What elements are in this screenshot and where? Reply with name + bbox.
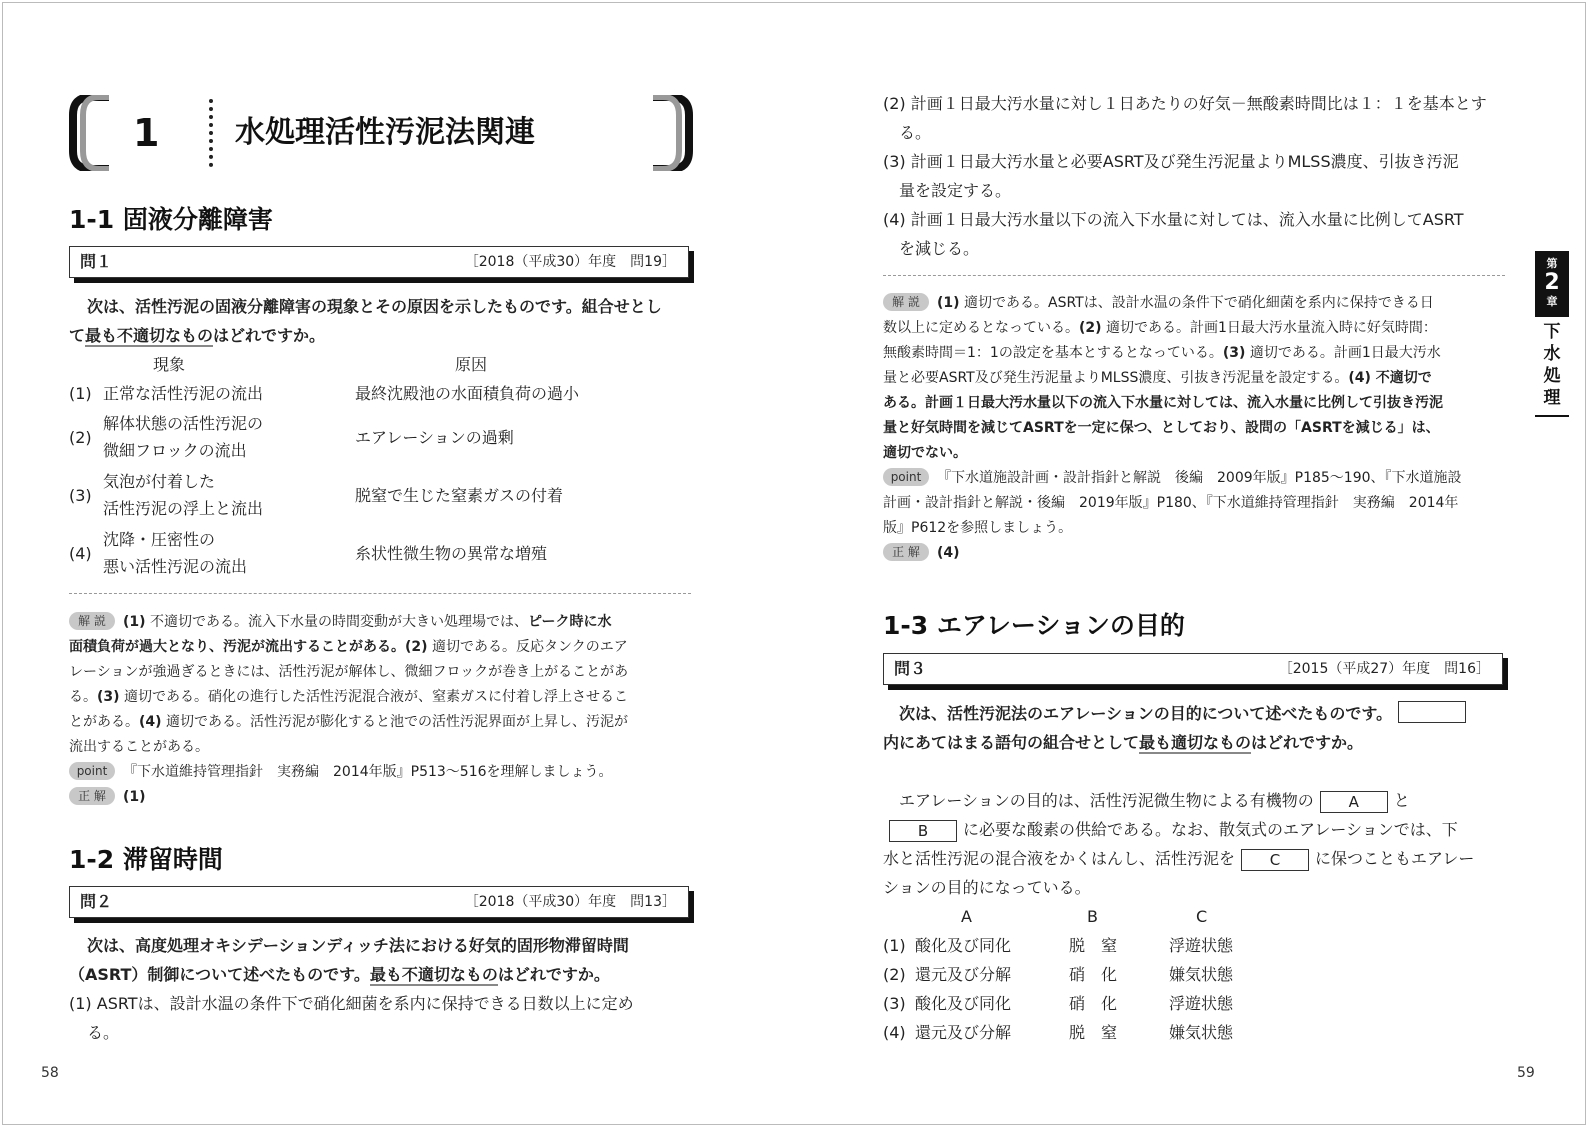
blank-b: B [889,820,957,842]
explanation-line: 適切でない。 [883,445,967,461]
book-spread [2,2,1586,1125]
point-line: point 『下水道施設計画・設計指針と解説 後編 2009年版』P185～190、『下水道施設 [883,466,1462,491]
point-tag: point [69,762,115,780]
option-cause: 脱窒で生じた窒素ガスの付着 [355,486,564,505]
explanation-line: 数以上に定めるとなっている。(2) 適切である。計画1日最大汚水量流入時に好気時間： [883,320,1437,336]
column-header-c: C [1196,907,1208,926]
explanation-line: 面積負荷が過大となり、汚泥が流出することがある。(2) 適切である。反応タンクのエア [69,639,628,655]
option-phenomenon-line2: 微細フロックの流出 [103,441,247,460]
point-line: 計画・設計指針と解説・後編 2019年版』P180、『下水道維持管理指針 実務編 2014年 [883,495,1459,511]
explanation-line: レーションが強過ぎるときには、活性汚泥が解体し、微細フロックが巻き上がることがあ [69,664,629,680]
answer-value: (1) [123,789,146,805]
passage-line: エアレーションの目的は、活性汚泥微生物による有機物の A と [899,791,1410,811]
question-2-option-2-line1: (2) 計画１日最大汚水量に対し１日あたりの好気－無酸素時間比は１：１を基本とす [883,94,1487,113]
option-phenomenon-line1: 気泡が付着した [103,472,216,491]
question-2-option-1-line2: る。 [87,1023,120,1042]
option-c: 浮遊状態 [1169,936,1234,955]
option-phenomenon: 正常な活性汚泥の流出 [103,384,264,403]
emphasis-underline: 最も不適切なもの [369,965,498,984]
option-a: 還元及び分解 [915,965,1012,984]
option-number: (2) [883,965,906,984]
explanation-line: 無酸素時間＝1：1の設定を基本とするとなっている。(3) 適切である。計画1日最大汚水 [883,345,1441,361]
answer-tag: 正 解 [69,787,115,805]
point-line: 版』P612を参照しましょう。 [883,520,1073,536]
option-number: (1) [69,384,92,403]
blank-c: C [1241,849,1309,871]
blank-box [1398,701,1466,723]
option-cause: 糸状性微生物の異常な増殖 [355,544,548,563]
answer-line [883,541,960,566]
option-number: (2) [69,428,92,447]
answer-tag: 正 解 [883,543,929,561]
column-header-phenomenon: 現象 [153,355,186,374]
question-2-option-2-line2: る。 [899,123,932,142]
explanation-tag: 解 説 [883,293,929,311]
option-number: (4) [69,544,92,563]
question-year: ［2018（平成30）年度 問13］ [464,894,676,910]
question-2-option-3-line1: (3) 計画１日最大汚水量と必要ASRT及び発生汚泥量よりMLSS濃度、引抜き汚泥 [883,152,1459,171]
option-c: 浮遊状態 [1169,994,1234,1013]
option-b: 硝 化 [1069,965,1118,984]
column-header-cause: 原因 [455,355,488,374]
explanation-line: 解 説 (1) 適切である。ASRTは、設計水温の条件下で硝化細菌を系内に保持できる日 [883,291,1434,316]
option-a: 酸化及び同化 [915,994,1012,1013]
chapter-divider [209,99,213,167]
option-number: (1) [883,936,906,955]
option-b: 硝 化 [1069,994,1118,1013]
emphasis-underline: 最も不適切なもの [85,326,214,345]
question-2-option-4-line2: を減じる。 [899,239,980,258]
answer-value: (4) [937,545,960,561]
section-heading-1-2: 1-2 滞留時間 [69,845,223,874]
option-cause: 最終沈殿池の水面積負荷の過小 [355,384,580,403]
question-year: ［2018（平成30）年度 問19］ [464,254,676,270]
section-heading-1-1: 1-1 固液分離障害 [69,205,273,234]
explanation-line: 量と必要ASRT及び発生汚泥量よりMLSS濃度、引抜き汚泥量を設定する。(4) 不適切で [883,370,1432,386]
blank-a: A [1320,791,1388,813]
question-3-stem-line1: 次は、活性汚泥法のエアレーションの目的について述べたものです。 [899,699,1509,728]
explanation-line: る。(3) 適切である。硝化の進行した活性汚泥混合液が、窒素ガスに付着し浮上させるこ [69,689,628,705]
passage-line: 水と活性汚泥の混合液をかくはんし、活性汚泥を C に保つこともエアレー [883,849,1475,869]
chapter-side-tab: 第 2 章 [1535,251,1569,317]
question-label: 問１ [80,252,113,271]
question-year: ［2015（平成27）年度 問16］ [1278,661,1490,677]
page-number-right: 59 [1517,1065,1535,1081]
point-tag: point [883,468,929,486]
explanation-line: とがある。(4) 適切である。活性汚泥が膨化すると池での活性汚泥界面が上昇し、汚泥が [69,714,628,730]
explanation-tag: 解 説 [69,612,115,630]
question-label: 問２ [80,892,113,911]
explanation-line: ある。計画１日最大汚水量以下の流入下水量に対しては、流入水量に比例して引抜き汚泥 [883,395,1443,411]
option-number: (3) [883,994,906,1013]
right-bracket-decoration [651,95,693,171]
emphasis-underline: 最も適切なもの [1139,733,1252,752]
dashed-divider [69,593,691,594]
point-line: point 『下水道維持管理指針 実務編 2014年版』P513～516を理解しましょう。 [69,760,613,785]
chapter-number: 1 [133,111,160,155]
chapter-title: 水処理活性汚泥法関連 [235,115,535,150]
question-3-stem-line2: 内にあてはまる語句の組合せとして最も適切なものはどれですか。 [883,733,1364,752]
option-a: 還元及び分解 [915,1023,1012,1042]
column-header-a: A [961,907,972,926]
question-1-stem-line2: て最も不適切なものはどれですか。 [69,326,326,345]
page-number-left: 58 [41,1065,59,1081]
explanation-line: 解 説 (1) 不適切である。流入下水量の時間変動が大きい処理場では、ピーク時に水 [69,610,693,635]
option-c: 嫌気状態 [1169,1023,1234,1042]
question-2-option-3-line2: 量を設定する。 [899,181,1012,200]
option-c: 嫌気状態 [1169,965,1234,984]
option-b: 脱 窒 [1069,1023,1118,1042]
section-heading-1-3: 1-3 エアレーションの目的 [883,611,1185,640]
option-phenomenon-line2: 活性汚泥の浮上と流出 [103,499,264,518]
option-a: 酸化及び同化 [915,936,1012,955]
option-phenomenon-line1: 解体状態の活性汚泥の [103,414,264,433]
passage-line: B に必要な酸素の供給である。なお、散気式のエアレーションでは、下 [883,815,1507,844]
option-phenomenon-line1: 沈降・圧密性の [103,530,216,549]
option-phenomenon-line2: 悪い活性汚泥の流出 [103,557,248,576]
explanation-line: 流出することがある。 [69,739,209,755]
answer-line [69,785,146,810]
dashed-divider [883,275,1505,276]
question-header-1 [69,246,689,278]
question-2-option-4-line1: (4) 計画１日最大汚水量以下の流入下水量に対しては、流入水量に比例してASRT [883,210,1464,229]
column-header-b: B [1087,907,1098,926]
question-label: 問３ [894,659,927,678]
option-number: (3) [69,486,92,505]
left-bracket-decoration [69,95,111,171]
question-2-stem-line2: （ASRT）制御について述べたものです。最も不適切なものはどれですか。 [69,965,610,984]
passage-line: ションの目的になっている。 [883,878,1091,897]
option-number: (4) [883,1023,906,1042]
question-1-stem-line1: 次は、活性汚泥の固液分離障害の現象とその原因を示したものです。組合せとし [87,297,662,316]
chapter-banner [69,95,693,171]
option-cause: エアレーションの過剰 [355,428,514,447]
question-2-stem-line1: 次は、高度処理オキシデーションディッチ法における好気的固形物滞留時間 [87,936,629,955]
question-header-2 [69,886,689,918]
option-b: 脱 窒 [1069,936,1118,955]
chapter-side-label: 下 水 処 理 [1535,321,1569,417]
question-2-option-1-line1: (1) ASRTは、設計水温の条件下で硝化細菌を系内に保持できる日数以上に定め [69,994,634,1013]
explanation-line: 量と好気時間を減じてASRTを一定に保つ、としており、設問の「ASRTを減じる」は、 [883,420,1440,436]
question-header-3 [883,653,1503,685]
